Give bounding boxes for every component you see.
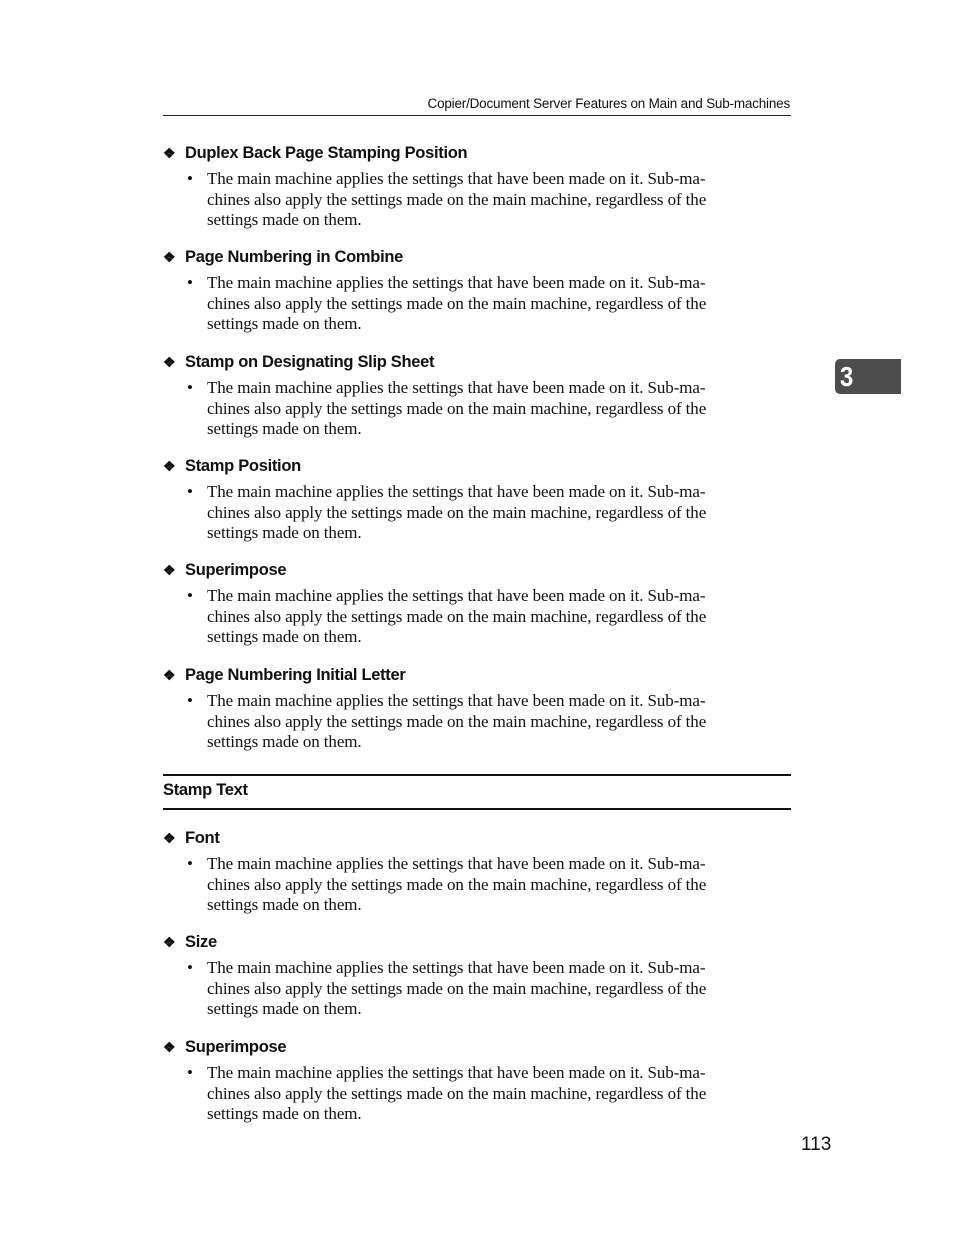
bullet-line: chines also apply the settings made on the main machine, regardless of the — [207, 293, 707, 313]
bullet-line: chines also apply the settings made on the main machine, regardless of the — [207, 1083, 707, 1103]
bullet-item — [163, 958, 791, 1020]
heading-label: Duplex Back Page Stamping Position — [185, 144, 468, 162]
setting-heading — [163, 827, 791, 849]
bullet-line: chines also apply the settings made on the main machine, regardless of the — [207, 711, 707, 731]
subsection-title: Stamp Text — [163, 781, 248, 799]
setting-section — [163, 559, 791, 648]
bullet-icon: • — [187, 169, 193, 188]
setting-heading — [163, 664, 791, 686]
header-rule — [163, 115, 791, 116]
bullet-icon: • — [187, 691, 193, 710]
bullet-text — [207, 273, 791, 335]
bullet-text — [207, 482, 791, 544]
bullet-icon: • — [187, 1063, 193, 1082]
bullet-line: chines also apply the settings made on the main machine, regardless of the — [207, 978, 707, 998]
bullet-line: chines also apply the settings made on the main machine, regardless of the — [207, 874, 707, 894]
bullet-line: settings made on them. — [207, 895, 362, 914]
heading-label: Stamp Position — [185, 457, 301, 475]
setting-section — [163, 931, 791, 1020]
bullet-line: The main machine applies the settings that have been made on it. Sub-ma- — [207, 1063, 706, 1082]
bullet-icon: • — [187, 273, 193, 292]
chapter-tab — [835, 359, 901, 394]
diamond-icon: ❖ — [163, 458, 176, 474]
bullet-line: settings made on them. — [207, 627, 362, 646]
bullet-item — [163, 691, 791, 753]
bullet-icon: • — [187, 958, 193, 977]
bullet-line: chines also apply the settings made on the main machine, regardless of the — [207, 502, 707, 522]
bullet-text — [207, 854, 791, 916]
bullet-icon: • — [187, 586, 193, 605]
bullet-text — [207, 691, 791, 753]
bullet-line: chines also apply the settings made on the main machine, regardless of the — [207, 398, 707, 418]
bullet-line: settings made on them. — [207, 732, 362, 751]
diamond-icon: ❖ — [163, 934, 176, 950]
bullet-item — [163, 586, 791, 648]
setting-section — [163, 246, 791, 335]
diamond-icon: ❖ — [163, 145, 176, 161]
bullet-line: settings made on them. — [207, 314, 362, 333]
bullet-line: The main machine applies the settings that have been made on it. Sub-ma- — [207, 378, 706, 397]
bullet-item — [163, 854, 791, 916]
bullet-item — [163, 482, 791, 544]
heading-label: Page Numbering Initial Letter — [185, 666, 406, 684]
diamond-icon: ❖ — [163, 667, 176, 683]
setting-heading — [163, 559, 791, 581]
setting-section — [163, 142, 791, 231]
setting-section — [163, 664, 791, 753]
bullet-line: chines also apply the settings made on the main machine, regardless of the — [207, 606, 707, 626]
bullet-line: settings made on them. — [207, 523, 362, 542]
bullet-line: The main machine applies the settings that have been made on it. Sub-ma- — [207, 691, 706, 710]
bullet-item — [163, 378, 791, 440]
bullet-line: The main machine applies the settings that have been made on it. Sub-ma- — [207, 854, 706, 873]
chapter-number: 3 — [840, 361, 854, 392]
heading-label: Superimpose — [185, 561, 287, 579]
diamond-icon: ❖ — [163, 830, 176, 846]
bullet-line: The main machine applies the settings that have been made on it. Sub-ma- — [207, 586, 706, 605]
bullet-line: settings made on them. — [207, 999, 362, 1018]
setting-heading — [163, 142, 791, 164]
running-header: Copier/Document Server Features on Main and Sub-machines — [427, 96, 790, 111]
bullet-line: settings made on them. — [207, 419, 362, 438]
bullet-icon: • — [187, 482, 193, 501]
bullet-line: settings made on them. — [207, 1104, 362, 1123]
setting-section — [163, 1036, 791, 1125]
bullet-line: chines also apply the settings made on the main machine, regardless of the — [207, 189, 707, 209]
bullet-text — [207, 586, 791, 648]
diamond-icon: ❖ — [163, 1039, 176, 1055]
heading-label: Superimpose — [185, 1038, 287, 1056]
setting-section — [163, 351, 791, 440]
setting-heading — [163, 351, 791, 373]
diamond-icon: ❖ — [163, 562, 176, 578]
heading-label: Size — [185, 933, 217, 951]
bullet-item — [163, 273, 791, 335]
bullet-icon: • — [187, 378, 193, 397]
setting-heading — [163, 931, 791, 953]
setting-heading — [163, 455, 791, 477]
subsection-rule-top — [163, 774, 791, 776]
heading-label: Stamp on Designating Slip Sheet — [185, 353, 435, 371]
bullet-item — [163, 1063, 791, 1125]
bullet-text — [207, 958, 791, 1020]
heading-label: Font — [185, 829, 220, 847]
setting-heading — [163, 246, 791, 268]
bullet-line: The main machine applies the settings that have been made on it. Sub-ma- — [207, 169, 706, 188]
heading-label: Page Numbering in Combine — [185, 248, 404, 266]
bullet-text — [207, 169, 791, 231]
diamond-icon: ❖ — [163, 354, 176, 370]
subsection-rule-bottom — [163, 808, 791, 810]
page-number: 113 — [801, 1134, 832, 1155]
setting-section — [163, 827, 791, 916]
setting-section — [163, 455, 791, 544]
bullet-item — [163, 169, 791, 231]
bullet-text — [207, 1063, 791, 1125]
setting-heading — [163, 1036, 791, 1058]
bullet-line: The main machine applies the settings that have been made on it. Sub-ma- — [207, 958, 706, 977]
bullet-line: The main machine applies the settings that have been made on it. Sub-ma- — [207, 273, 706, 292]
bullet-line: The main machine applies the settings that have been made on it. Sub-ma- — [207, 482, 706, 501]
bullet-text — [207, 378, 791, 440]
bullet-icon: • — [187, 854, 193, 873]
bullet-line: settings made on them. — [207, 210, 362, 229]
diamond-icon: ❖ — [163, 249, 176, 265]
